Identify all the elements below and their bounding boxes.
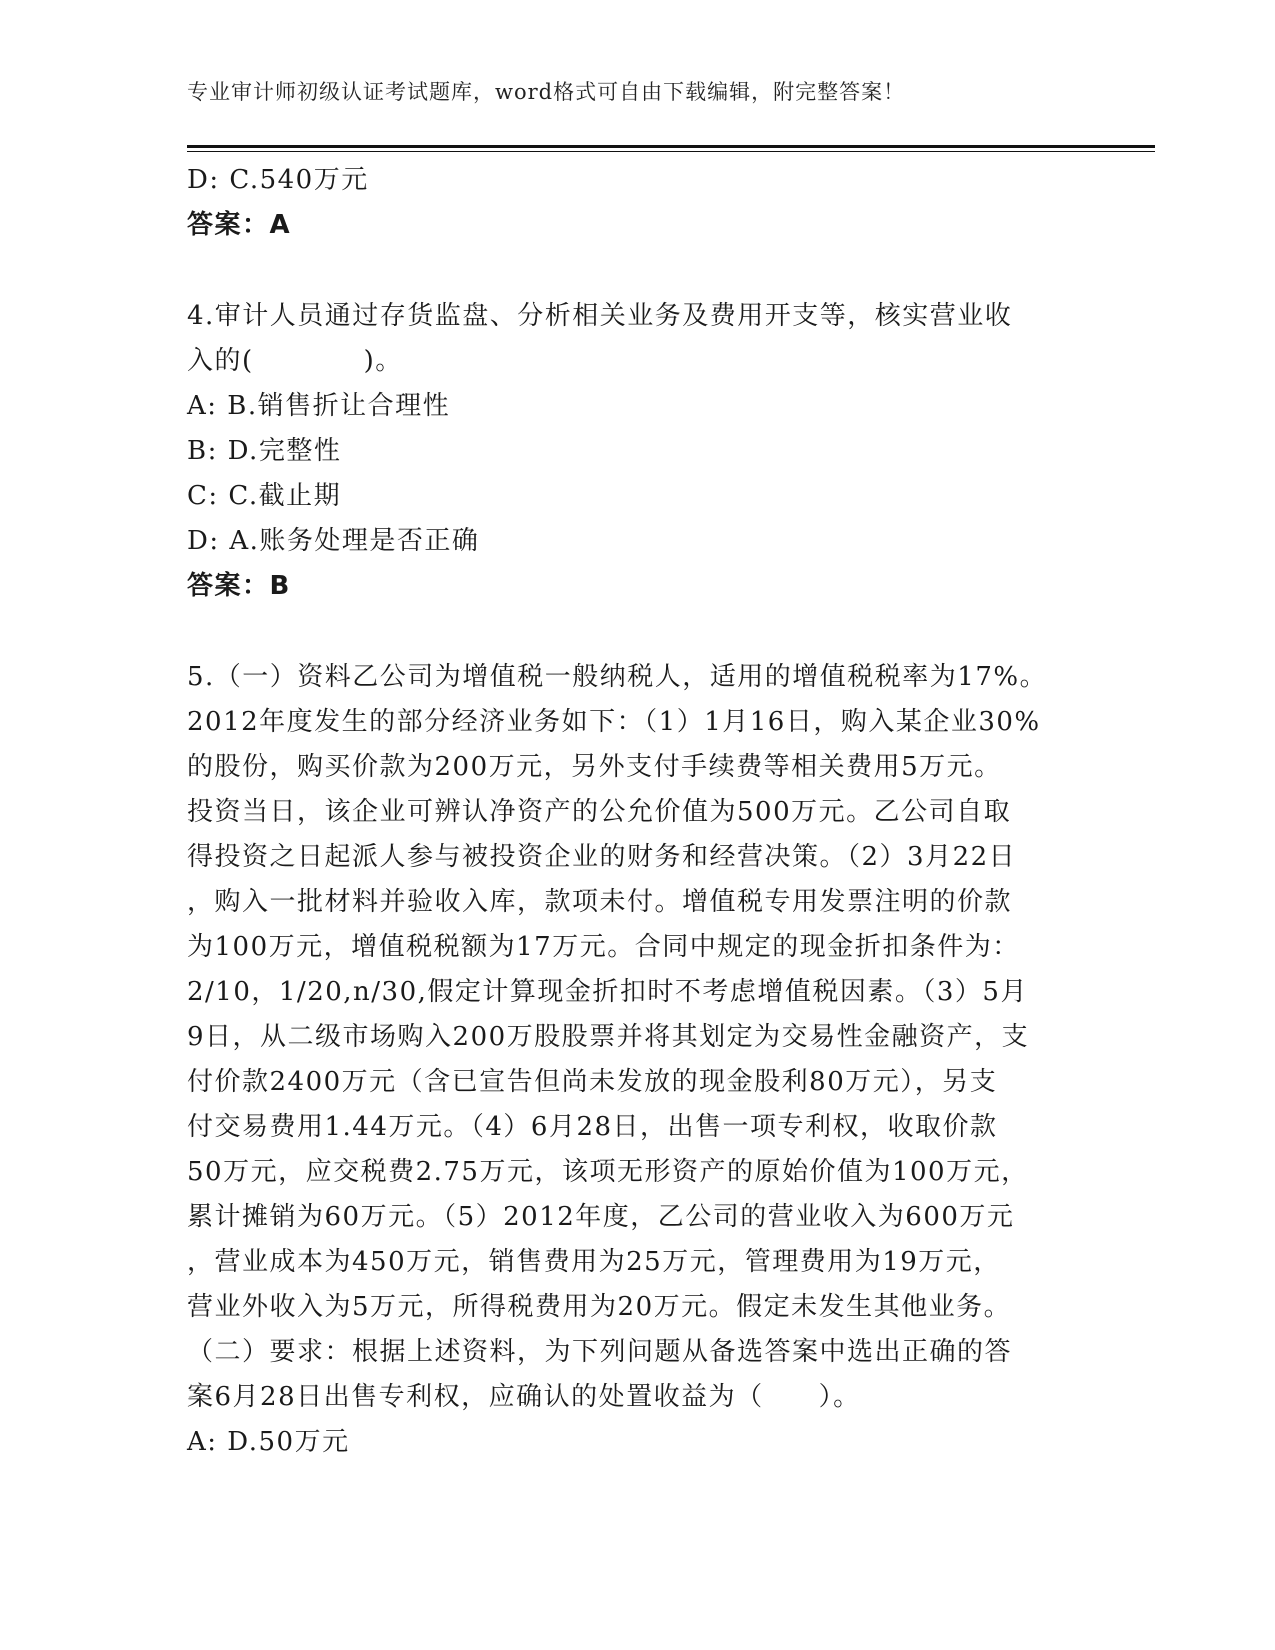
q4-option-d: D: A.账务处理是否正确 [187,526,480,556]
q3-answer: 答案：A [187,210,292,240]
spacer [187,609,1087,655]
q5-stem-line: 50万元，应交税费2.75万元，该项无形资产的原始价值为100万元， [187,1157,1029,1187]
q5-stem-line: 付交易费用1.44万元。（4）6月28日，出售一项专利权，收取价款 [187,1112,998,1142]
spacer [187,248,1087,294]
q5-stem-line: 案6月28日出售专利权，应确认的处置收益为（ ）。 [187,1382,861,1412]
q5-stem-line: （二）要求：根据上述资料，为下列问题从备选答案中选出正确的答 [187,1337,1013,1367]
q5-stem-line: 得投资之日起派人参与被投资企业的财务和经营决策。（2）3月22日 [187,842,1017,872]
q4-option-a: A: B.销售折让合理性 [187,391,451,421]
q5-stem-line: ，购入一批材料并验收入库，款项未付。增值税专用发票注明的价款 [187,887,1013,917]
q5-stem-line: 累计摊销为60万元。（5）2012年度，乙公司的营业收入为600万元 [187,1202,1015,1232]
q4-answer: 答案：B [187,571,291,601]
q5-stem-line: 9日，从二级市场购入200万股股票并将其划定为交易性金融资产，支 [187,1022,1030,1052]
q4-option-c: C: C.截止期 [187,481,342,511]
q5-stem-line: 的股份，购买价款为200万元，另外支付手续费等相关费用5万元。 [187,752,1002,782]
q4-stem-line-1: 4.审计人员通过存货监盘、分析相关业务及费用开支等，核实营业收 [187,301,1013,331]
q5-option-a: A: D.50万元 [187,1427,350,1457]
header-rule-thick [187,145,1155,148]
page-header: 专业审计师初级认证考试题库，word格式可自由下载编辑，附完整答案！ [187,80,906,104]
q5-stem-line: 为100万元，增值税税额为17万元。合同中规定的现金折扣条件为： [187,932,1020,962]
q5-stem-line: 付价款2400万元（含已宣告但尚未发放的现金股利80万元），另支 [187,1067,998,1097]
q5-stem-line: 5.（一）资料乙公司为增值税一般纳税人，适用的增值税税率为17%。 [187,662,1048,692]
q5-stem-line: 营业外收入为5万元，所得税费用为20万元。假定未发生其他业务。 [187,1292,1012,1322]
q5-stem-line: 投资当日，该企业可辨认净资产的公允价值为500万元。乙公司自取 [187,797,1012,827]
q5-stem-line: ，营业成本为450万元，销售费用为25万元，管理费用为19万元， [187,1247,1001,1277]
q5-stem-line: 2012年度发生的部分经济业务如下：（1）1月16日，购入某企业30% [187,707,1041,737]
q3-option-d: D: C.540万元 [187,165,369,195]
q4-option-b: B: D.完整性 [187,436,342,466]
document-body [187,158,1087,1465]
q4-stem-line-2: 入的( )。 [187,346,403,376]
header-rule-thin [187,151,1155,152]
q5-stem-line: 2/10，1/20,n/30,假定计算现金折扣时不考虑增值税因素。（3）5月 [187,977,1028,1007]
